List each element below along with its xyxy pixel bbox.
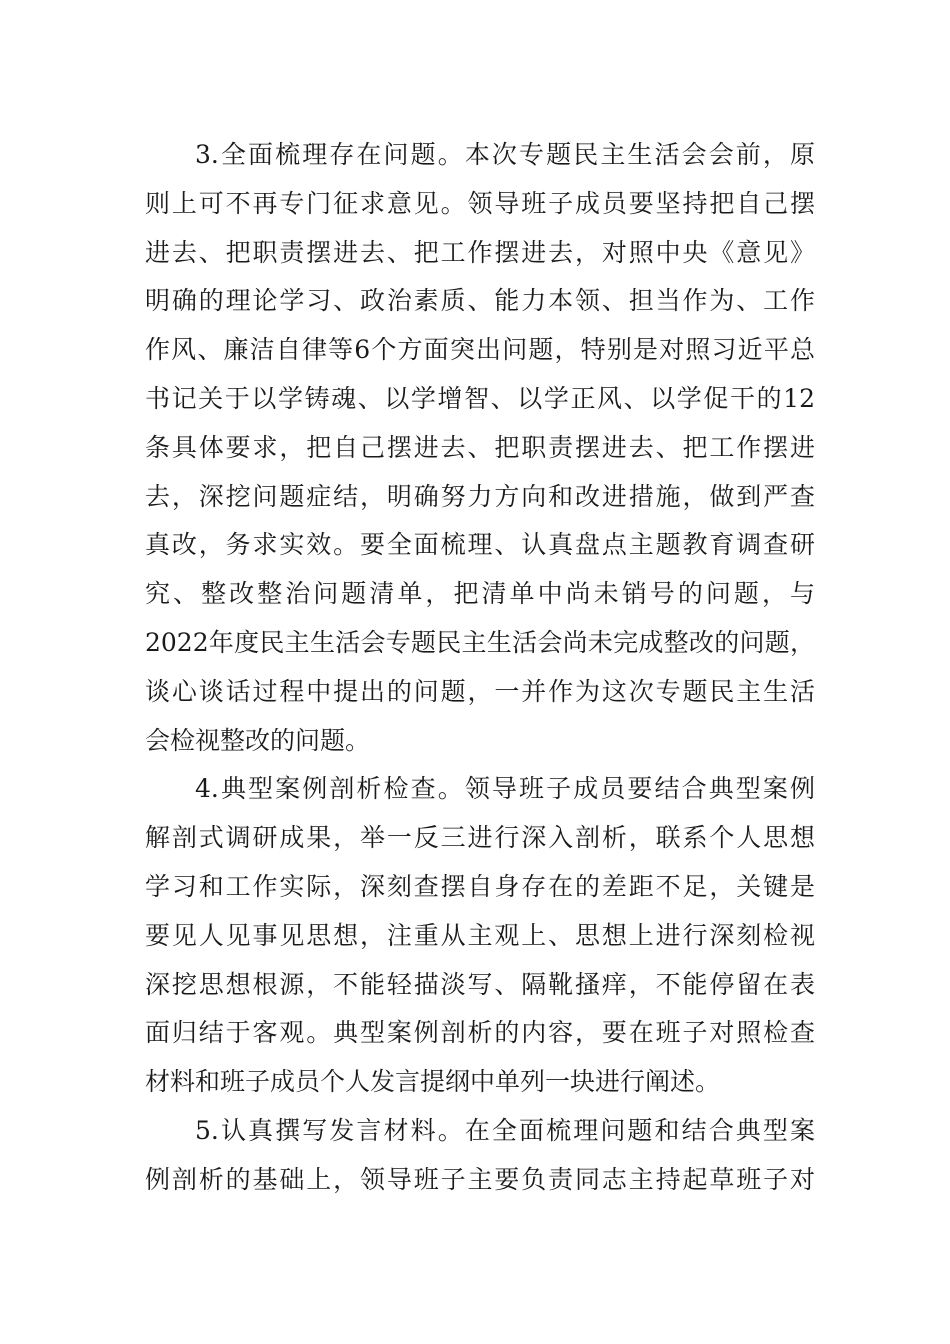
text-line: 究、整改整治问题清单，把清单中尚未销号的问题，与: [145, 579, 815, 609]
text-line: 面归结于客观。典型案例剖析的内容，要在班子对照检查: [145, 1018, 815, 1048]
paragraph-4-case-analysis: [145, 765, 815, 1107]
paragraph-3-review-problems: [145, 131, 815, 765]
text-line: 2022年度民主生活会专题民主生活会尚未完成整改的问题，: [145, 627, 815, 657]
text-line: 5.认真撰写发言材料。在全面梳理问题和结合典型案: [195, 1115, 815, 1145]
text-line: 去，深挖问题症结，明确努力方向和改进措施，做到严查: [145, 481, 815, 511]
text-line: 例剖析的基础上，领导班子主要负责同志主持起草班子对: [145, 1164, 815, 1194]
text-line: 作风、廉洁自律等6个方面突出问题，特别是对照习近平总: [145, 335, 815, 365]
text-line: 进去、把职责摆进去、把工作摆进去，对照中央《意见》: [145, 237, 815, 267]
text-line: 谈心谈话过程中提出的问题，一并作为这次专题民主生活: [145, 676, 815, 706]
text-line: 要见人见事见思想，注重从主观上、思想上进行深刻检视: [145, 920, 815, 950]
text-line: 真改，务求实效。要全面梳理、认真盘点主题教育调查研: [145, 530, 815, 560]
text-line: 条具体要求，把自己摆进去、把职责摆进去、把工作摆进: [145, 432, 815, 462]
text-line: 明确的理论学习、政治素质、能力本领、担当作为、工作: [145, 286, 815, 316]
text-line: 深挖思想根源，不能轻描淡写、隔靴搔痒，不能停留在表: [145, 969, 815, 999]
text-line: 解剖式调研成果，举一反三进行深入剖析，联系个人思想: [145, 823, 815, 853]
text-line: 学习和工作实际，深刻查摆自身存在的差距不足，关键是: [145, 871, 815, 901]
paragraph-5-write-speech: [145, 1107, 815, 1205]
document-body: [145, 131, 815, 1205]
text-line: 4.典型案例剖析检查。领导班子成员要结合典型案例: [195, 774, 815, 804]
text-line: 材料和班子成员个人发言提纲中单列一块进行阐述。: [145, 1067, 721, 1097]
text-line: 书记关于以学铸魂、以学增智、以学正风、以学促干的12: [145, 383, 815, 413]
text-line: 3.全面梳理存在问题。本次专题民主生活会会前，原: [195, 140, 815, 169]
text-line: 会检视整改的问题。: [145, 725, 371, 755]
text-line: 则上可不再专门征求意见。领导班子成员要坚持把自己摆: [145, 188, 815, 218]
